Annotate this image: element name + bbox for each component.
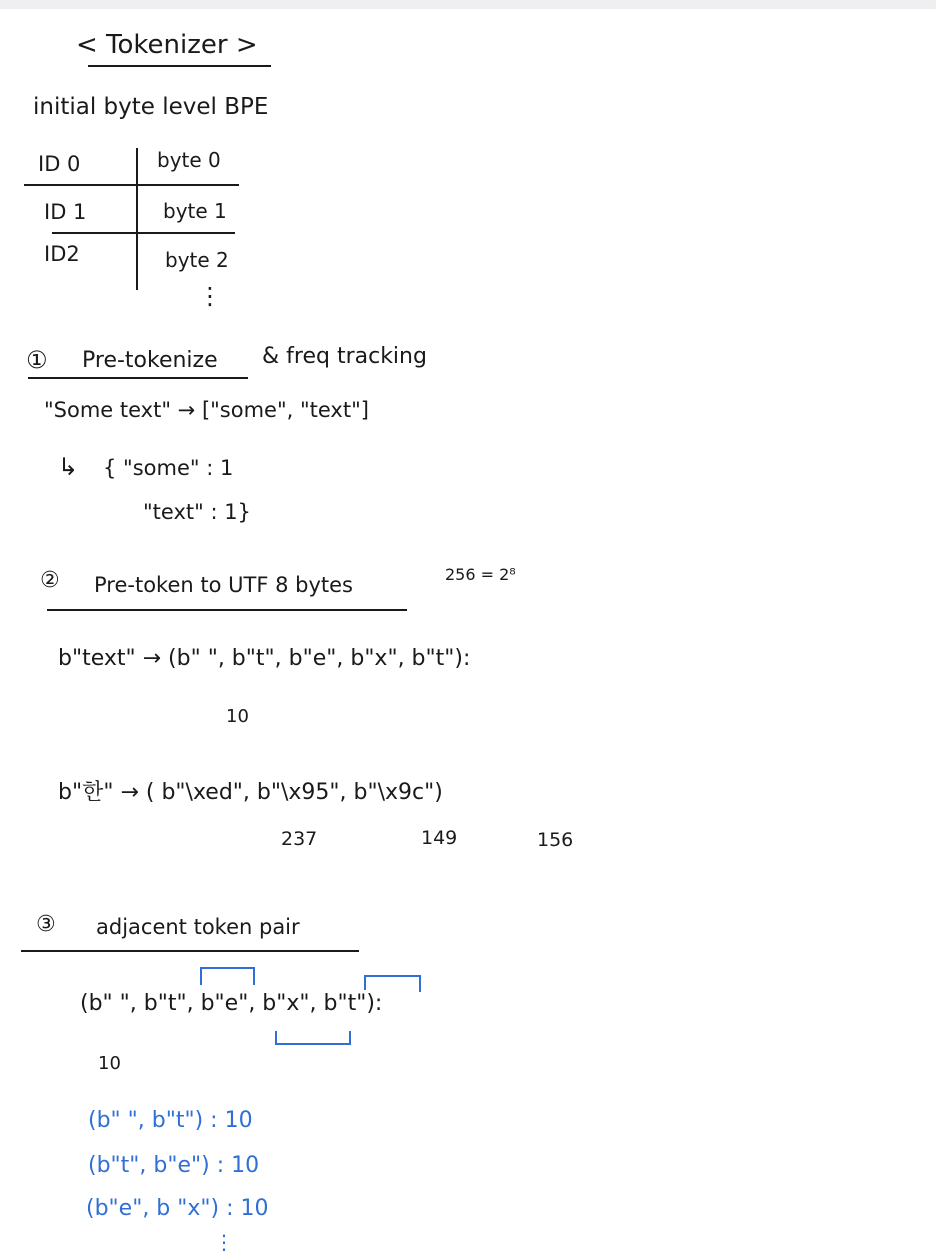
table-byte-cell: byte 0: [157, 148, 221, 172]
table-id-cell: ID2: [44, 242, 80, 266]
table-id-cell: ID 1: [44, 200, 87, 224]
utf8-example-2: b"한" → ( b"\xed", b"\x95", b"\x9c"): [58, 780, 443, 805]
bracket-top-x-t: [365, 976, 420, 992]
utf8-example-1-count: 10: [226, 706, 249, 727]
section-3-number: ③: [36, 912, 56, 937]
pair-tuple: (b" ", b"t", b"e", b"x", b"t"):: [80, 991, 383, 1016]
pairs-ellipsis: ⋮: [214, 1230, 234, 1254]
table-id-cell: ID 0: [38, 152, 81, 176]
arrow-icon: ↳: [58, 453, 79, 481]
freq-dict-line-2: "text" : 1}: [143, 500, 251, 524]
page-title: < Tokenizer >: [76, 30, 258, 60]
section-2-number: ②: [40, 568, 60, 593]
freq-dict-line-1: { "some" : 1: [103, 456, 234, 480]
side-note: 256 = 2⁸: [445, 565, 516, 584]
table-byte-cell: byte 1: [163, 199, 227, 223]
section-2-heading: Pre-token to UTF 8 bytes: [94, 573, 353, 597]
bracket-bottom-e-x: [276, 1031, 350, 1044]
bracket-top-t-e: [201, 968, 254, 985]
pair-tuple-count: 10: [98, 1053, 121, 1074]
pair-count-row: (b"e", b "x") : 10: [86, 1196, 269, 1221]
utf8-example-1: b"text" → (b" ", b"t", b"e", b"x", b"t"):: [58, 646, 471, 671]
intro-text: initial byte level BPE: [33, 94, 269, 120]
section-1-example: "Some text" → ["some", "text"]: [44, 398, 369, 422]
byte-value: 156: [537, 829, 574, 851]
byte-value: 237: [281, 828, 318, 850]
byte-value: 149: [421, 827, 458, 849]
table-ellipsis: ⋮: [198, 282, 222, 310]
pair-count-row: (b"t", b"e") : 10: [88, 1153, 260, 1178]
section-1-heading: Pre-tokenize: [82, 348, 218, 373]
table-byte-cell: byte 2: [165, 248, 229, 272]
pair-count-row: (b" ", b"t") : 10: [88, 1108, 253, 1133]
section-3-heading: adjacent token pair: [96, 915, 300, 939]
section-1-heading-rest: & freq tracking: [262, 344, 427, 369]
section-1-number: ①: [26, 346, 48, 374]
